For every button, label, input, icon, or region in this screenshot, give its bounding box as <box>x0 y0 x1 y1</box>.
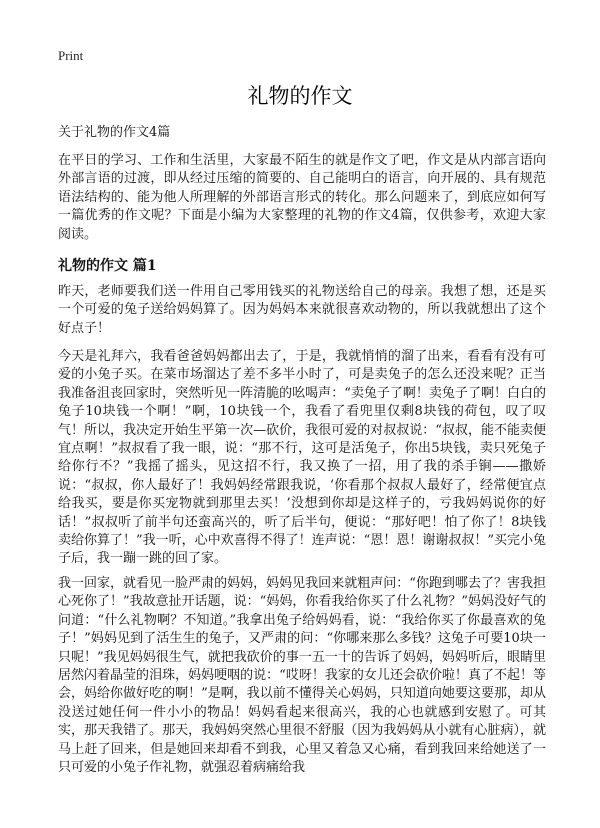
body-paragraph-3: 我一回家，就看见一脸严肃的妈妈，妈妈见我回来就粗声问：“你跑到哪去了？害我担心死你了！”我故意扯开话题，说：“妈妈，你看我给你买了什么礼物？”妈妈没好气的问道：“什么礼物啊？不知道。”我拿出兔子给妈妈看，说：“我给你买了你最喜欢的兔子！”妈妈见到了活生生的兔子，又严肃的问：“你哪来那么多钱？这兔子可要10块一只呢！”我见妈妈很生气，就把我砍价的事一五一十的告诉了妈妈，妈妈听后，眼睛里居然闪着晶莹的泪珠，妈妈哽咽的说：“哎呀！我家的女儿还会砍价啦！真了不起！等会，妈给你做好吃的啊！”是啊，我以前不懂得关心妈妈，只知道向她要这要那，却从没送过她任何一件小小的物品！妈妈看起来很高兴，我的心也就感到安慰了。可其实，那天我错了。那天，我妈妈突然心里很不舒服（因为我妈妈从小就有心脏病），就马上赶了回来，但是她回来却看不到我，心里又着急又心痛，看到我回来给她送了一只可爱的小兔子作礼物，就强忍着病痛给我 <box>58 576 546 776</box>
intro-paragraph: 在平日的学习、工作和生活里，大家最不陌生的就是作文了吧，作文是从内部言语向外部言语的过渡，即从经过压缩的简要的、自己能明白的语言，向开展的、具有规范语法结构的、能为他人所理解的外部语言形式的转化。那么问题来了，到底应如何写一篇优秀的作文呢？下面是小编为大家整理的礼物的作文4篇，仅供参考，欢迎大家阅读。 <box>58 153 546 242</box>
body-paragraph-1: 昨天，老师要我们送一件用自己零用钱买的礼物送给自己的母亲。我想了想，还是买一个可爱的兔子送给妈妈算了。因为妈妈本来就很喜欢动物的，所以我就想出了这个好点子！ <box>58 284 546 336</box>
print-link[interactable]: Print <box>58 48 84 63</box>
body-paragraph-2: 今天是礼拜六，我看爸爸妈妈都出去了，于是，我就悄悄的溜了出来，看看有没有可爱的小兔子买。在菜市场溜达了差不多半小时了，可是卖兔子的怎么还没来呢？正当我准备沮丧回家时，突然听见一阵清脆的吆喝声：“卖兔子了啊！卖兔子了啊！白白的兔子10块钱一个啊！”啊，10块钱一个，我看了看兜里仅剩8块钱的荷包，叹了叹气！所以，我决定开始生平第一次—砍价，我很可爱的对叔叔说：“叔叔，能不能卖便宜点啊！”叔叔看了我一眼，说：“那不行，这可是活兔子，你出5块钱，卖只死兔子给你行不？”我摇了摇头，见这招不行，我又换了一招，用了我的杀手锏——撒娇说：“叔叔，你人最好了！我妈妈经常跟我说，‘你看那个叔叔人最好了，经常便宜点给我买，要是你买宠物就到那里去买！’没想到你却是这样子的，亏我妈妈说你的好话！”叔叔听了前半句还蛮高兴的，听了后半句，便说：“那好吧！怕了你了！8块钱卖给你算了！”我一听，心中欢喜得不得了！连声说：“恩！恩！谢谢叔叔！”买完小兔子后，我一蹦一跳的回了家。 <box>58 349 546 567</box>
page-title: 礼物的作文 <box>247 84 353 108</box>
section-heading: 礼物的作文 篇1 <box>58 258 157 274</box>
document-subtitle: 关于礼物的作文4篇 <box>58 125 171 140</box>
